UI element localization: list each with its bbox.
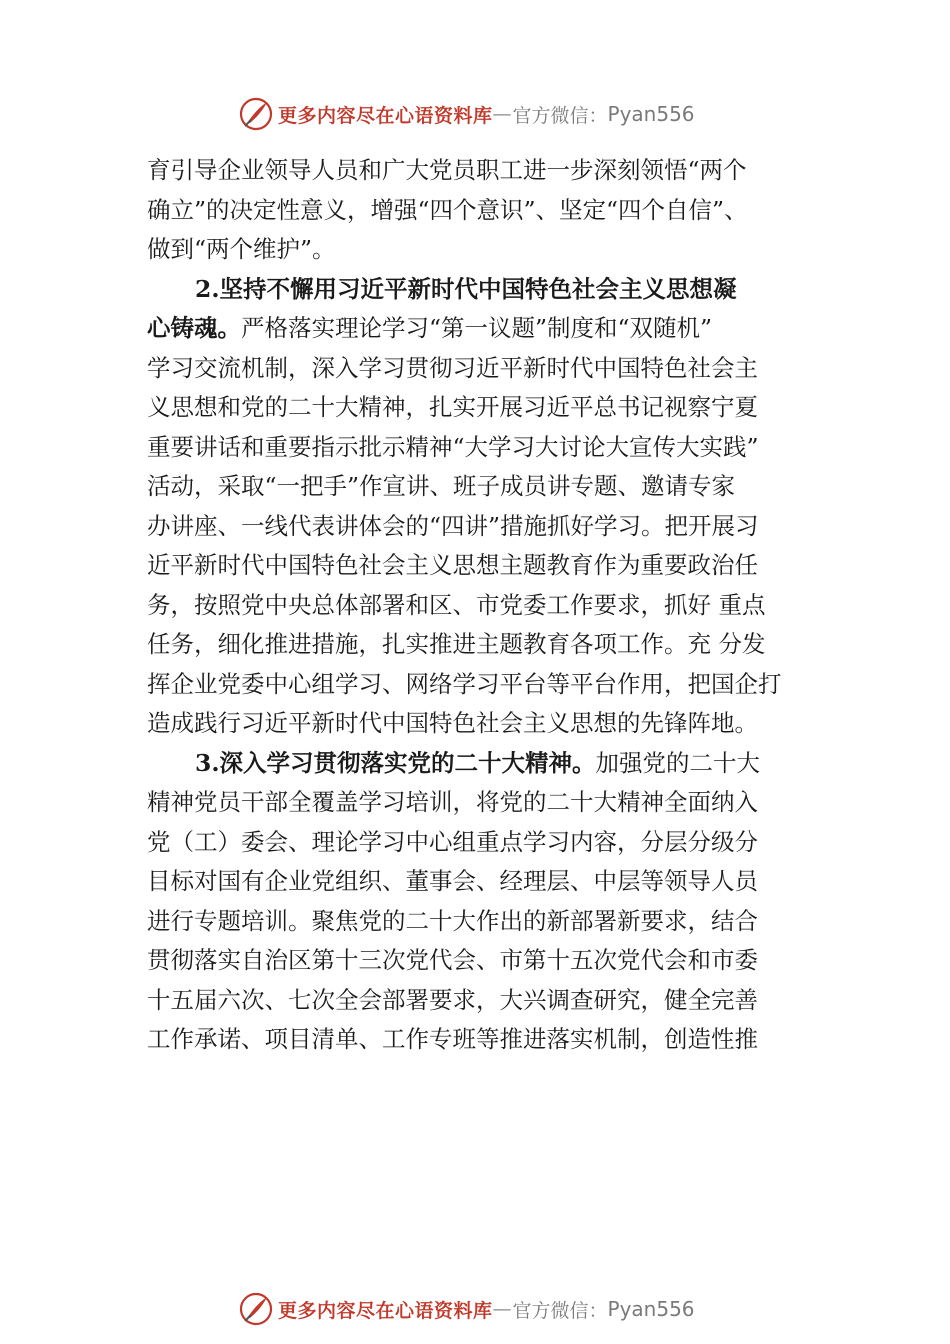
watermark-site: 更多内容尽在心语资料库 — [278, 104, 493, 127]
text-line: 务，按照党中央总体部署和区、市党委工作要求，抓好 重点 — [147, 590, 766, 619]
text-line: 十五届六次、七次全会部署要求，大兴调查研究，健全完善 — [147, 985, 758, 1014]
text-line: 办讲座、一线代表讲体会的“四讲”措施抓好学习。把开展习 — [147, 511, 759, 540]
text-line: 贯彻落实自治区第十三次党代会、市第十五次党代会和市委 — [147, 946, 758, 974]
text-line: 挥企业党委中心组学习、网络学习平台等平台作用，把国企打 — [147, 669, 782, 698]
watermark-wechat-id: Pyan556 — [607, 102, 695, 126]
watermark-label: 官方微信： — [512, 104, 608, 127]
watermark-wechat-id: Pyan556 — [607, 1297, 695, 1321]
watermark-label: 官方微信： — [512, 1299, 608, 1322]
text-line: 精神党员干部全覆盖学习培训，将党的二十大精神全面纳入 — [147, 788, 758, 816]
text-line: 任务，细化推进措施，扎实推进主题教育各项工作。充 分发 — [147, 630, 766, 658]
section-heading-2: 2.坚持不懈用习近平新时代中国特色社会主义思想凝 — [195, 274, 737, 303]
text-line: 学习交流机制，深入学习贯彻习近平新时代中国特色社会主 — [147, 353, 758, 382]
document-body — [147, 151, 827, 1060]
text-line: 义思想和党的二十大精神，扎实开展习近平总书记视察宁夏 — [147, 393, 758, 421]
text-line: 党（工）委会、理论学习中心组重点学习内容，分层分级分 — [147, 827, 758, 856]
text-line: 目标对国有企业党组织、董事会、经理层、中层等领导人员 — [147, 867, 758, 895]
text-line: 确立”的决定性意义，增强“四个意识”、坚定“四个自信”、 — [147, 195, 748, 224]
quill-logo-icon — [238, 1291, 274, 1327]
quill-logo-icon — [238, 96, 274, 132]
watermark-separator: — — [492, 1298, 513, 1320]
text-line: 重要讲话和重要指示批示精神“大学习大讨论大宣传大实践” — [147, 432, 759, 461]
text-line: 育引导企业领导人员和广大党员职工进一步深刻领悟“两个 — [147, 156, 747, 184]
text-line: 近平新时代中国特色社会主义思想主题教育作为重要政治任 — [147, 551, 758, 579]
text-line: 工作承诺、项目清单、工作专班等推进落实机制，创造性推 — [147, 1025, 758, 1053]
watermark-site: 更多内容尽在心语资料库 — [278, 1299, 493, 1322]
watermark-separator: — — [492, 103, 513, 125]
header-watermark — [238, 94, 695, 134]
text-line: 进行专题培训。聚焦党的二十大作出的新部署新要求，结合 — [147, 906, 758, 935]
text-line: 造成践行习近平新时代中国特色社会主义思想的先锋阵地。 — [147, 709, 758, 737]
text-line: 活动，采取“一把手”作宣讲、班子成员讲专题、邀请专家 — [147, 472, 736, 500]
section-heading-3: 3.深入学习贯彻落实党的二十大精神。加强党的二十大 — [195, 748, 761, 777]
text-line: 做到“两个维护”。 — [147, 235, 336, 263]
text-line: 心铸魂。严格落实理论学习“第一议题”制度和“双随机” — [147, 314, 713, 342]
footer-watermark — [238, 1289, 695, 1329]
